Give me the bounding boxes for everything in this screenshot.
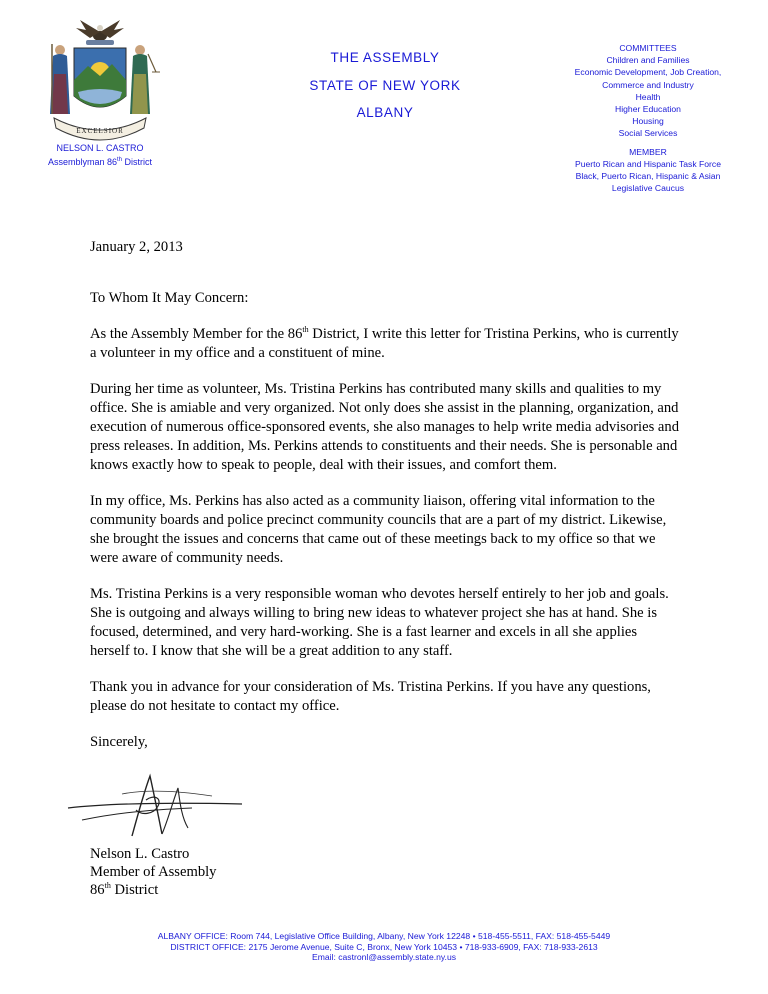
- member-title: Assemblyman 86th District: [47, 157, 153, 167]
- footer-albany-office: ALBANY OFFICE: Room 744, Legislative Office Building, Albany, New York 12248 • 518-455-5511, FAX: 518-455-5449: [157, 931, 611, 941]
- signer-district: 86th District: [90, 881, 159, 898]
- new-york-state-seal: [40, 14, 160, 152]
- liberty-figure-icon: [50, 44, 70, 114]
- member-of-title: MEMBER: [629, 146, 667, 157]
- committee-item: Commerce and Industry: [602, 79, 694, 90]
- signer-name: Nelson L. Castro: [90, 846, 190, 862]
- letter-closing: Sincerely,: [90, 734, 148, 750]
- eagle-icon: [76, 20, 124, 45]
- committee-item: Social Services: [618, 128, 678, 139]
- motto-banner: [54, 118, 146, 140]
- letter-date: January 2, 2013: [90, 239, 183, 255]
- heading-city: ALBANY: [356, 105, 414, 120]
- justice-figure-icon: [130, 45, 160, 114]
- letterhead-footer: [0, 931, 768, 963]
- letter-paragraph-4: Ms. Tristina Perkins is a very responsible woman who devotes herself entirely to her job and goals. She is outgoing and always willing to bring new ideas to whatever project she has at hand. She is focused, determined, and very hard-working. She is a fast learner and excels in all she applies herself to. I know that she will be a great addition to any staff.: [90, 586, 669, 659]
- letter-paragraph-3: In my office, Ms. Perkins has also acted as a community liaison, offering vital information to the community boards and police precinct community councils that are a part of my district. Likewise, she brought the issues and concerns that came out of these meetings back to my office so that we were aware of community needs.: [90, 493, 667, 566]
- footer-email: Email: castronl@assembly.state.ny.us: [311, 952, 457, 962]
- member-of-item: Black, Puerto Rican, Hispanic & Asian: [575, 171, 721, 182]
- letter-body: [90, 238, 680, 769]
- heading-assembly: THE ASSEMBLY: [330, 50, 440, 65]
- member-name: NELSON L. CASTRO: [56, 143, 144, 153]
- committee-item: Higher Education: [615, 104, 681, 115]
- committee-item: Health: [635, 91, 661, 102]
- signer-title: Member of Assembly: [90, 864, 217, 880]
- heading-state: STATE OF NEW YORK: [309, 77, 461, 93]
- seal-motto: EXCELSIOR: [76, 127, 124, 135]
- committee-item: Children and Families: [606, 55, 690, 66]
- signature-image: [62, 764, 248, 846]
- committee-item: Housing: [632, 116, 664, 127]
- member-of-item: Puerto Rican and Hispanic Task Force: [574, 158, 721, 169]
- committees-title: COMMITTEES: [619, 43, 677, 53]
- letter-paragraph-2: During her time as volunteer, Ms. Tristina Perkins has contributed many skills and qualities to my office. She is amiable and very organized. Not only does she assist in the planning, organization, and execution of numerous office-sponsored events, she also manages to help write media advisories and press releases. In addition, Ms. Perkins attends to constituents and their needs. She is personable and knows exactly how to speak to people, deal with their issues, and comfort them.: [90, 381, 679, 473]
- letter-paragraph-5: Thank you in advance for your consideration of Ms. Tristina Perkins. If you have any questions, please do not hesitate to contact my office.: [90, 679, 651, 714]
- signer-block: [90, 845, 216, 899]
- letter-salutation: To Whom It May Concern:: [90, 290, 249, 306]
- letterhead-title: [270, 44, 500, 127]
- footer-district-office: DISTRICT OFFICE: 2175 Jerome Avenue, Suite C, Bronx, New York 10453 • 718-933-6909, FAX: 718-933-2613: [170, 941, 598, 952]
- committee-item: Economic Development, Job Creation,: [574, 67, 722, 78]
- committees-list: [560, 42, 736, 194]
- member-of-item: Legislative Caucus: [611, 183, 685, 194]
- member-info: [20, 142, 180, 168]
- shield-icon: [74, 48, 126, 107]
- letter-paragraph-1: As the Assembly Member for the 86th District, I write this letter for Tristina Perkins, who is currently a volunteer in my office and a constituent of mine.: [90, 325, 679, 361]
